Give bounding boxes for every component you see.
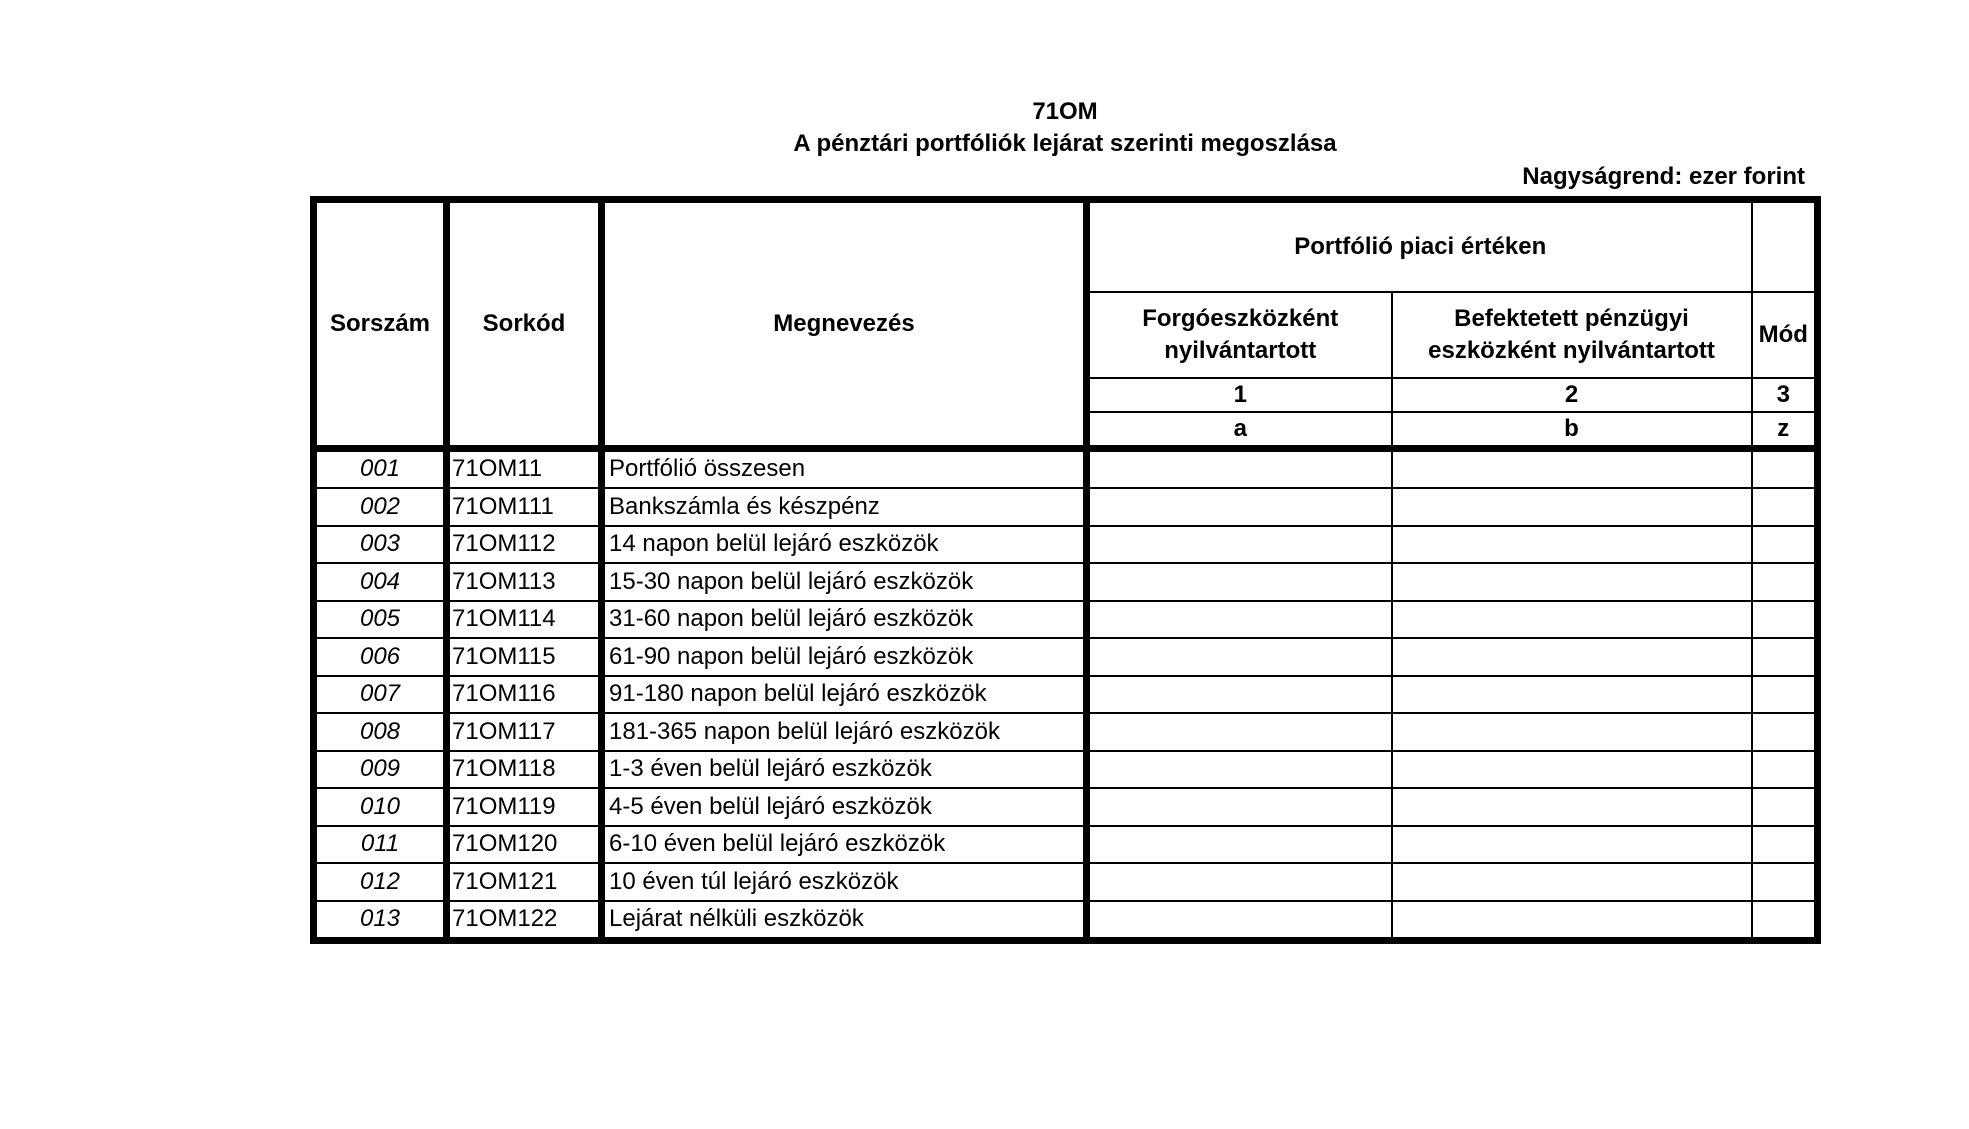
row-sorszam: 011 (314, 826, 447, 864)
maturity-table (310, 196, 1821, 944)
row-sorszam: 007 (314, 676, 447, 714)
row-megnevezes: 4-5 éven belül lejáró eszközök (602, 788, 1087, 826)
cell-col1[interactable] (1087, 526, 1392, 564)
row-megnevezes: 61-90 napon belül lejáró eszközök (602, 638, 1087, 676)
cell-col2[interactable] (1392, 638, 1752, 676)
form-code: 71OM (1032, 98, 1098, 125)
cell-col1[interactable] (1087, 901, 1392, 941)
table-row (314, 488, 1818, 526)
row-megnevezes: 6-10 éven belül lejáró eszközök (602, 826, 1087, 864)
cell-col3[interactable] (1752, 676, 1818, 714)
header-num2: 2 (1392, 378, 1752, 412)
cell-col3[interactable] (1752, 751, 1818, 789)
cell-col1[interactable] (1087, 713, 1392, 751)
page-title: A pénztári portfóliók lejárat szerinti megoszlása (793, 130, 1337, 157)
row-sorszam: 008 (314, 713, 447, 751)
cell-col2[interactable] (1392, 751, 1752, 789)
row-sorkod: 71OM122 (447, 901, 602, 941)
header-sorszam: Sorszám (314, 200, 447, 449)
cell-col3[interactable] (1752, 863, 1818, 901)
cell-col2[interactable] (1392, 526, 1752, 564)
unit-label: Nagyságrend: ezer forint (1522, 163, 1805, 190)
cell-col2[interactable] (1392, 563, 1752, 601)
row-sorszam: 009 (314, 751, 447, 789)
row-sorszam: 001 (314, 448, 447, 488)
row-megnevezes: 15-30 napon belül lejáró eszközök (602, 563, 1087, 601)
cell-col3[interactable] (1752, 448, 1818, 488)
cell-col3[interactable] (1752, 601, 1818, 639)
row-sorszam: 003 (314, 526, 447, 564)
row-sorkod: 71OM121 (447, 863, 602, 901)
table-row (314, 788, 1818, 826)
row-sorkod: 71OM115 (447, 638, 602, 676)
cell-col1[interactable] (1087, 601, 1392, 639)
cell-col1[interactable] (1087, 676, 1392, 714)
row-megnevezes: Lejárat nélküli eszközök (602, 901, 1087, 941)
row-sorkod: 71OM111 (447, 488, 602, 526)
cell-col3[interactable] (1752, 563, 1818, 601)
header-col1: Forgóeszközként nyilvántartott (1087, 292, 1392, 378)
cell-col2[interactable] (1392, 676, 1752, 714)
header-col3: Mód (1752, 292, 1818, 378)
cell-col2[interactable] (1392, 826, 1752, 864)
row-sorkod: 71OM114 (447, 601, 602, 639)
cell-col3[interactable] (1752, 901, 1818, 941)
table-row (314, 563, 1818, 601)
row-sorkod: 71OM120 (447, 826, 602, 864)
cell-col2[interactable] (1392, 488, 1752, 526)
header-num1: 1 (1087, 378, 1392, 412)
row-sorkod: 71OM117 (447, 713, 602, 751)
row-sorszam: 006 (314, 638, 447, 676)
row-megnevezes: 1-3 éven belül lejáró eszközök (602, 751, 1087, 789)
cell-col3[interactable] (1752, 638, 1818, 676)
row-sorszam: 002 (314, 488, 447, 526)
row-sorkod: 71OM11 (447, 448, 602, 488)
header-num3: 3 (1752, 378, 1818, 412)
header-let1: a (1087, 412, 1392, 449)
row-megnevezes: 14 napon belül lejáró eszközök (602, 526, 1087, 564)
row-sorkod: 71OM113 (447, 563, 602, 601)
row-sorkod: 71OM116 (447, 676, 602, 714)
row-megnevezes: 10 éven túl lejáró eszközök (602, 863, 1087, 901)
cell-col2[interactable] (1392, 901, 1752, 941)
table-row (314, 826, 1818, 864)
table-row (314, 751, 1818, 789)
cell-col1[interactable] (1087, 751, 1392, 789)
cell-col3[interactable] (1752, 826, 1818, 864)
table-row (314, 638, 1818, 676)
table-row (314, 526, 1818, 564)
header-let2: b (1392, 412, 1752, 449)
row-megnevezes: 91-180 napon belül lejáró eszközök (602, 676, 1087, 714)
cell-col1[interactable] (1087, 638, 1392, 676)
cell-col1[interactable] (1087, 826, 1392, 864)
cell-col1[interactable] (1087, 788, 1392, 826)
row-megnevezes: Portfólió összesen (602, 448, 1087, 488)
row-sorszam: 012 (314, 863, 447, 901)
header-empty-corner (1752, 200, 1818, 292)
row-megnevezes: 181-365 napon belül lejáró eszközök (602, 713, 1087, 751)
cell-col1[interactable] (1087, 448, 1392, 488)
cell-col2[interactable] (1392, 863, 1752, 901)
row-sorszam: 013 (314, 901, 447, 941)
row-sorszam: 004 (314, 563, 447, 601)
cell-col3[interactable] (1752, 488, 1818, 526)
row-sorkod: 71OM112 (447, 526, 602, 564)
cell-col1[interactable] (1087, 488, 1392, 526)
row-megnevezes: Bankszámla és készpénz (602, 488, 1087, 526)
row-megnevezes: 31-60 napon belül lejáró eszközök (602, 601, 1087, 639)
header-let3: z (1752, 412, 1818, 449)
table-row (314, 448, 1818, 488)
cell-col2[interactable] (1392, 788, 1752, 826)
row-sorkod: 71OM119 (447, 788, 602, 826)
table-row (314, 676, 1818, 714)
table-body (314, 448, 1818, 941)
cell-col2[interactable] (1392, 713, 1752, 751)
header-portfolio-group: Portfólió piaci értéken (1087, 200, 1752, 292)
header-megnevezes: Megnevezés (602, 200, 1087, 449)
table-row (314, 863, 1818, 901)
table-row (314, 601, 1818, 639)
row-sorszam: 010 (314, 788, 447, 826)
row-sorszam: 005 (314, 601, 447, 639)
table-row (314, 713, 1818, 751)
cell-col2[interactable] (1392, 448, 1752, 488)
cell-col3[interactable] (1752, 526, 1818, 564)
cell-col1[interactable] (1087, 563, 1392, 601)
cell-col3[interactable] (1752, 713, 1818, 751)
header-col2: Befektetett pénzügyi eszközként nyilvántartott (1392, 292, 1752, 378)
cell-col3[interactable] (1752, 788, 1818, 826)
table-row (314, 901, 1818, 941)
cell-col1[interactable] (1087, 863, 1392, 901)
header-sorkod: Sorkód (447, 200, 602, 449)
cell-col2[interactable] (1392, 601, 1752, 639)
row-sorkod: 71OM118 (447, 751, 602, 789)
